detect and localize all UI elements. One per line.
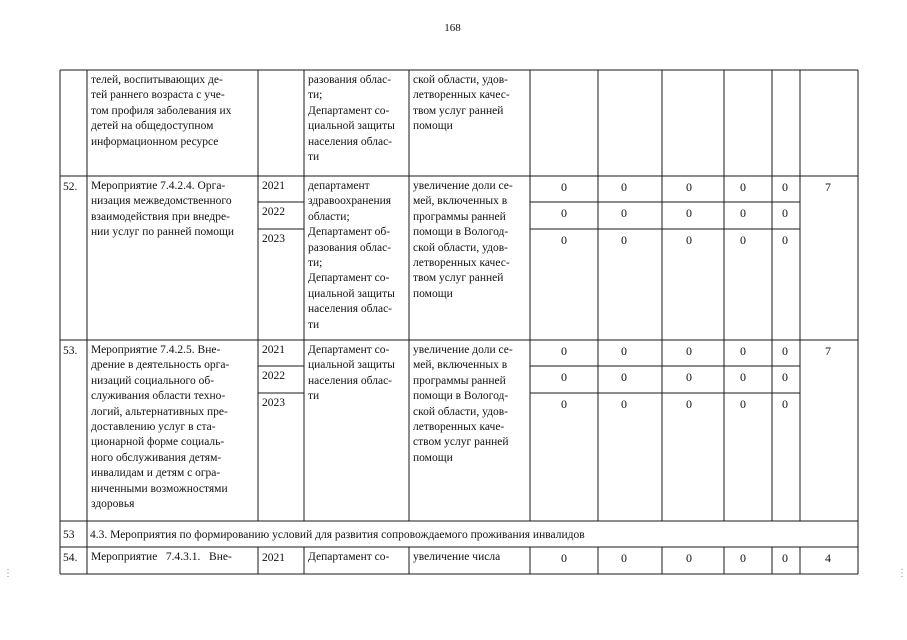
year-label: 2022 bbox=[262, 370, 285, 382]
event-description: телей, воспитывающих де- тей раннего возраста с уче- том профиля заболевания их детей на общедоступном информационном ресурсе bbox=[91, 74, 232, 148]
expected-result: увеличение доли се- мей, включенных в программы ранней помощи в Вологод- ской области, удов- летворенных качес- твом услуг ранней помощи bbox=[413, 180, 513, 300]
indicator-value: 0 bbox=[782, 344, 788, 358]
indicator-value: 0 bbox=[561, 551, 567, 565]
indicator-value: 0 bbox=[782, 206, 788, 220]
section-row-number: 53 bbox=[63, 529, 75, 541]
indicator-value: 0 bbox=[740, 206, 746, 220]
event-description: Мероприятие 7.4.2.4. Орга- низация межведомственного взаимодействия при внедре- нии услуг по ранней помощи bbox=[91, 180, 235, 239]
row-number: 52. bbox=[63, 181, 78, 193]
indicator-value: 0 bbox=[782, 233, 788, 247]
year-label: 2021 bbox=[262, 344, 285, 356]
scan-mark-right: ⋮ bbox=[897, 568, 907, 579]
indicator-value: 0 bbox=[782, 370, 788, 384]
executor: Департамент со- циальной защиты населения облас- ти bbox=[308, 344, 395, 403]
expected-result: увеличение доли се- мей, включенных в программы ранней помощи в Вологод- ской области, удов- летворенных каче- ством услуг ранней помощи bbox=[413, 344, 513, 464]
indicator-value: 0 bbox=[561, 397, 567, 411]
indicator-value: 0 bbox=[621, 397, 627, 411]
expected-result: увеличение числа bbox=[413, 551, 501, 563]
indicator-weight: 7 bbox=[825, 344, 831, 358]
executor: департамент здравоохранения области; Департамент об- разования облас- ти; Департамент со- циальной защиты населения облас- ти bbox=[308, 180, 395, 331]
indicator-value: 0 bbox=[621, 551, 627, 565]
indicator-weight: 7 bbox=[825, 180, 831, 194]
indicator-value: 0 bbox=[686, 206, 692, 220]
indicator-value: 0 bbox=[740, 180, 746, 194]
executor: разования облас- ти; Департамент со- циальной защиты населения облас- ти bbox=[308, 74, 395, 164]
indicator-value: 0 bbox=[621, 180, 627, 194]
indicator-value: 0 bbox=[561, 180, 567, 194]
indicator-value: 0 bbox=[621, 370, 627, 384]
indicator-value: 0 bbox=[740, 370, 746, 384]
indicator-value: 0 bbox=[740, 344, 746, 358]
indicator-value: 0 bbox=[782, 397, 788, 411]
indicator-weight: 4 bbox=[825, 551, 831, 565]
year-label: 2021 bbox=[262, 180, 285, 192]
year-label: 2023 bbox=[262, 233, 285, 245]
indicator-value: 0 bbox=[621, 206, 627, 220]
year-label: 2021 bbox=[262, 552, 285, 564]
row-number: 53. bbox=[63, 345, 78, 357]
indicator-value: 0 bbox=[782, 551, 788, 565]
indicator-value: 0 bbox=[686, 397, 692, 411]
event-description: Мероприятие 7.4.3.1. Вне- bbox=[91, 551, 232, 563]
indicator-value: 0 bbox=[740, 233, 746, 247]
scan-mark-left: ⋮ bbox=[3, 568, 13, 579]
year-label: 2023 bbox=[262, 397, 285, 409]
section-heading: 4.3. Мероприятия по формированию условий для развития сопровождаемого проживания инвалидов bbox=[90, 529, 585, 541]
indicator-value: 0 bbox=[686, 233, 692, 247]
indicator-value: 0 bbox=[686, 551, 692, 565]
indicator-value: 0 bbox=[621, 344, 627, 358]
indicator-value: 0 bbox=[686, 180, 692, 194]
indicator-value: 0 bbox=[686, 344, 692, 358]
indicator-value: 0 bbox=[561, 233, 567, 247]
indicator-value: 0 bbox=[740, 397, 746, 411]
page-number: 168 bbox=[444, 22, 461, 34]
indicator-value: 0 bbox=[782, 180, 788, 194]
event-description: Мероприятие 7.4.2.5. Вне- дрение в деятельность орга- низаций социального об- служивания области техно- логий, альтернативных пре- доставлению услуг в ста- ционарной форме социаль- ного обслуживания детям- инвалидам и детям с огра- ниченными возможностями здоровья bbox=[91, 344, 230, 511]
executor: Департамент со- bbox=[308, 551, 390, 563]
indicator-value: 0 bbox=[561, 370, 567, 384]
indicator-value: 0 bbox=[561, 344, 567, 358]
indicator-value: 0 bbox=[561, 206, 567, 220]
year-label: 2022 bbox=[262, 206, 285, 218]
indicator-value: 0 bbox=[621, 233, 627, 247]
indicator-value: 0 bbox=[686, 370, 692, 384]
expected-result: ской области, удов- летворенных качес- твом услуг ранней помощи bbox=[413, 74, 510, 133]
indicator-value: 0 bbox=[740, 551, 746, 565]
row-number: 54. bbox=[63, 552, 78, 564]
